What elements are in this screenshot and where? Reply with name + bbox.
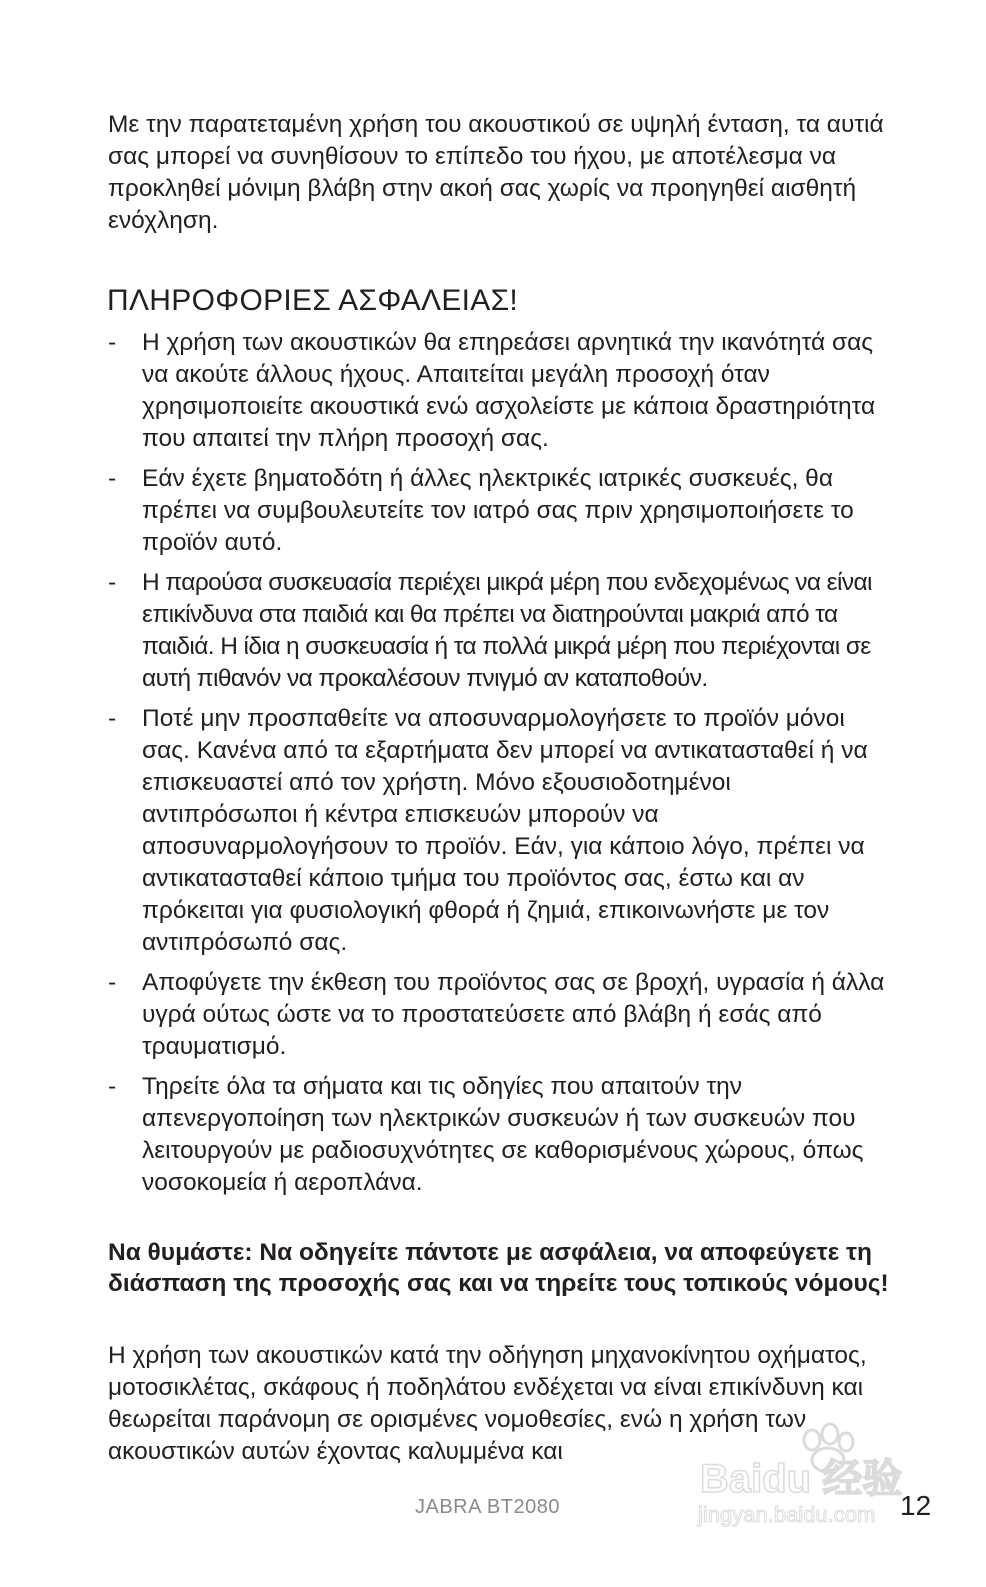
safety-bullet-list xyxy=(108,327,888,1207)
safety-section-title: ΠΛΗΡΟΦΟΡΙΕΣ ΑΣΦΑΛΕΙΑΣ! xyxy=(107,284,519,317)
bullet-item xyxy=(108,463,888,559)
bullet-item xyxy=(108,703,888,959)
bullet-text: Η χρήση των ακουστικών θα επηρεάσει αρνητικά την ικανότητά σας να ακούτε άλλους ήχους. Απαιτείται μεγάλη προσοχή όταν χρησιμοποιείτε ακουστικά ενώ ασχολείστε με κάποια δραστηριότητα που απαιτεί την πλήρη προσοχή σας. xyxy=(142,329,876,452)
bullet-dash: - xyxy=(108,969,117,996)
driving-warning: Να θυμάστε: Να οδηγείτε πάντοτε με ασφάλεια, να αποφεύγετε τη διάσπαση της προσοχής σας και να τηρείτε τους τοπικούς νόμους! xyxy=(108,1239,889,1297)
bullet-item xyxy=(108,967,888,1063)
bullet-dash: - xyxy=(108,465,117,492)
bullet-text: Εάν έχετε βηματοδότη ή άλλες ηλεκτρικές ιατρικές συσκευές, θα πρέπει να συμβουλευτείτε τον ιατρό σας πριν χρησιμοποιήσετε το προϊόν αυτό. xyxy=(142,465,854,556)
bullet-dash: - xyxy=(108,1073,117,1100)
bullet-text: Η παρούσα συσκευασία περιέχει μικρά μέρη που ενδεχομένως να είναι επικίνδυνα στα παιδιά και θα πρέπει να διατηρούνται μακριά από τα παιδιά. Η ίδια η συσκευασία ή τα πολλά μικρά μέρη που περιέχονται σε αυτή πιθανόν να προκαλέσουν πνιγμό αν καταποθούν. xyxy=(142,569,872,692)
watermark-url: jingyan.baidu.com xyxy=(698,1502,876,1527)
bullet-text: Ποτέ μην προσπαθείτε να αποσυναρμολογήσετε το προϊόν μόνοι σας. Κανένα από τα εξαρτήματα δεν μπορεί να αντικατασταθεί ή να επισκευαστεί από τον χρήστη. Μόνο εξουσιοδοτημένοι αντιπρόσωποι ή κέντρα επισκευών μπορούν να αποσυναρμολογήσουν το προϊόν. Εάν, για κάποιο λόγο, πρέπει να αντικατασταθεί κάποιο τμήμα του προϊόντος σας, έστω και αν πρόκειται για φυσιολογική φθορά ή ζημιά, επικοινωνήστε με τον αντιπρόσωπό σας. xyxy=(142,705,868,956)
bullet-item xyxy=(108,1071,888,1199)
bullet-dash: - xyxy=(108,329,117,356)
watermark-logo-text: Baidu 经验 xyxy=(700,1457,903,1501)
bullet-item xyxy=(108,567,888,695)
intro-paragraph: Με την παρατεταμένη χρήση του ακουστικού σε υψηλή ένταση, τα αυτιά σας μπορεί να συνηθίσουν το επίπεδο του ήχου, με αποτέλεσμα να προκληθεί μόνιμη βλάβη στην ακοή σας χωρίς να προηγηθεί αισθητή ενόχληση. xyxy=(108,111,884,234)
bullet-text: Αποφύγετε την έκθεση του προϊόντος σας σε βροχή, υγρασία ή άλλα υγρά ούτως ώστε να το προστατεύσετε από βλάβη ή εσάς από τραυματισμό. xyxy=(142,969,885,1060)
bullet-item xyxy=(108,327,888,455)
page-number: 12 xyxy=(900,1490,932,1521)
closing-paragraph: Η χρήση των ακουστικών κατά την οδήγηση μηχανοκίνητου οχήματος, μοτοσικλέτας, σκάφους ή ποδηλάτου ενδέχεται να είναι επικίνδυνη και θεωρείται παράνομη σε ορισμένες νομοθεσίες, ενώ η χρήση των ακουστικών αυτών έχοντας καλυμμένα και xyxy=(108,1342,867,1465)
footer-brand: JABRA BT2080 xyxy=(415,1496,560,1518)
bullet-dash: - xyxy=(108,705,117,732)
baidu-watermark-icon xyxy=(690,1420,930,1530)
bullet-dash: - xyxy=(108,569,117,596)
bullet-text: Τηρείτε όλα τα σήματα και τις οδηγίες που απαιτούν την απενεργοποίηση των ηλεκτρικών συσκευών ή των συσκευών που λειτουργούν με ραδιοσυχνότητες σε καθορισμένους χώρους, όπως νοσοκομεία ή αεροπλάνα. xyxy=(142,1073,864,1196)
